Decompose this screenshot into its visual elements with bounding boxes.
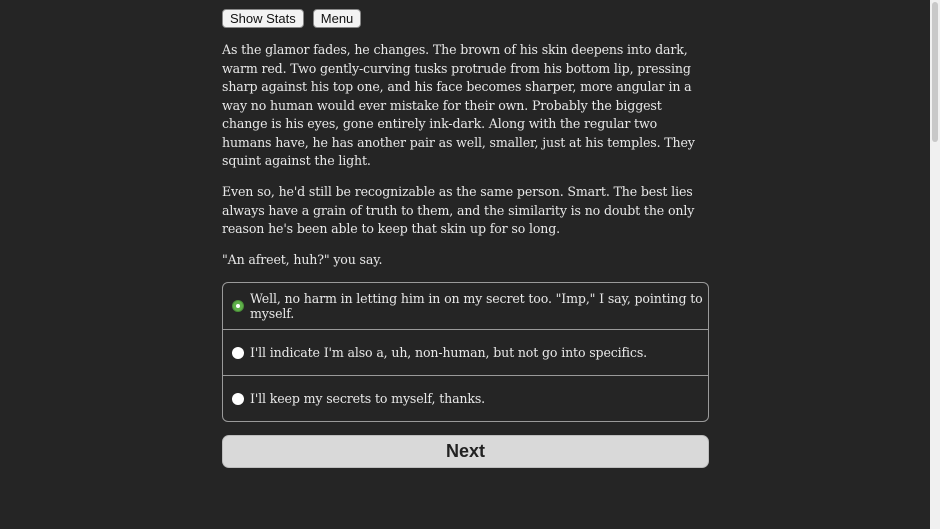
choice-option[interactable] — [223, 283, 708, 329]
story-text — [222, 41, 709, 270]
top-button-bar — [222, 9, 709, 28]
choice-label: I'll keep my secrets to myself, thanks. — [250, 391, 486, 406]
story-paragraph: As the glamor fades, he changes. The brown of his skin deepens into dark, warm red. Two gently-curving tusks protrude from his bottom lip, pressing sharp against his top one, and his face becomes sharper, more angular in a way no human would ever mistake for their own. Probably the biggest change is his eyes, gone entirely ink-dark. Along with the regular two humans have, he has another pair as well, smaller, just at his temples. They squint against the light. — [222, 42, 695, 168]
story-paragraph: "An afreet, huh?" you say. — [222, 252, 383, 267]
choice-option[interactable] — [223, 375, 708, 421]
next-button[interactable]: Next — [222, 435, 709, 468]
radio-unselected-icon[interactable] — [232, 393, 244, 405]
menu-button[interactable]: Menu — [313, 9, 362, 28]
choice-label: I'll indicate I'm also a, uh, non-human, but not go into specifics. — [250, 345, 648, 360]
scrollbar[interactable] — [930, 0, 940, 529]
choice-option[interactable] — [223, 329, 708, 375]
show-stats-button[interactable]: Show Stats — [222, 9, 304, 28]
story-paragraph: Even so, he'd still be recognizable as the same person. Smart. The best lies always have a grain of truth to them, and the similarity is no doubt the only reason he's been able to keep that skin up for so long. — [222, 184, 695, 236]
radio-selected-icon[interactable] — [232, 300, 244, 312]
scrollbar-thumb[interactable] — [932, 2, 938, 142]
radio-unselected-icon[interactable] — [232, 347, 244, 359]
choice-list — [222, 282, 709, 422]
choice-label: Well, no harm in letting him in on my secret too. "Imp," I say, pointing to myself. — [250, 291, 703, 321]
game-content — [222, 9, 709, 468]
